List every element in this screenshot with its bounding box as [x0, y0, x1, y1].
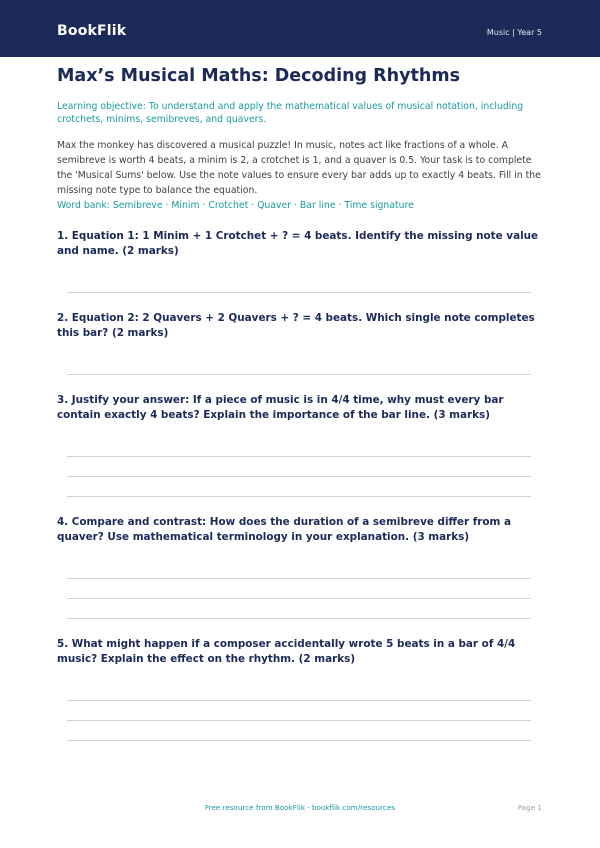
- word-bank: Word bank: Semibreve · Minim · Crotchet · Quaver · Bar line · Time signature: [57, 200, 414, 211]
- answer-line[interactable]: [67, 618, 531, 619]
- brand-logo[interactable]: BookFlik: [57, 23, 127, 39]
- question-4: 4. Compare and contrast: How does the duration of a semibreve differ from a quaver? Use mathematical terminology in your explanation. (3 marks): [57, 516, 511, 543]
- answer-line[interactable]: [67, 578, 531, 579]
- answer-line[interactable]: [67, 374, 531, 375]
- answer-line[interactable]: [67, 292, 531, 293]
- answer-line[interactable]: [67, 720, 531, 721]
- answer-line[interactable]: [67, 496, 531, 497]
- header-bar: [0, 0, 600, 57]
- answer-line[interactable]: [67, 456, 531, 457]
- page-number: Page 1: [517, 803, 542, 812]
- answer-line[interactable]: [67, 700, 531, 701]
- intro-paragraph: Max the monkey has discovered a musical puzzle! In music, notes act like fractions of a whole. A semibreve is worth 4 beats, a minim is 2, a crotchet is 1, and a quaver is 0.5. Your task is to complete the 'Musical Sums' below. Use the note values to ensure every bar adds up to exactly 4 beats. Fill in the missing note type to balance the equation.: [57, 140, 541, 196]
- answer-line[interactable]: [67, 598, 531, 599]
- question-1: 1. Equation 1: 1 Minim + 1 Crotchet + ? = 4 beats. Identify the missing note value and name. (2 marks): [57, 230, 539, 257]
- question-5: 5. What might happen if a composer accidentally wrote 5 beats in a bar of 4/4 music? Explain the effect on the rhythm. (2 marks): [57, 638, 516, 665]
- subject-year-label: Music | Year 5: [486, 28, 542, 37]
- answer-line[interactable]: [67, 740, 531, 741]
- question-3: 3. Justify your answer: If a piece of music is in 4/4 time, why must every bar contain exactly 4 beats? Explain the importance of the bar line. (3 marks): [57, 394, 504, 421]
- worksheet-title: Max’s Musical Maths: Decoding Rhythms: [57, 66, 460, 86]
- learning-objective: Learning objective: To understand and apply the mathematical values of musical notation, including crotchets, minims, semibreves, and quavers.: [57, 101, 524, 125]
- answer-line[interactable]: [67, 476, 531, 477]
- question-2: 2. Equation 2: 2 Quavers + 2 Quavers + ? = 4 beats. Which single note completes this bar? (2 marks): [57, 312, 535, 339]
- footer-resource-link[interactable]: Free resource from BookFlik · bookflik.com/resources: [204, 803, 396, 812]
